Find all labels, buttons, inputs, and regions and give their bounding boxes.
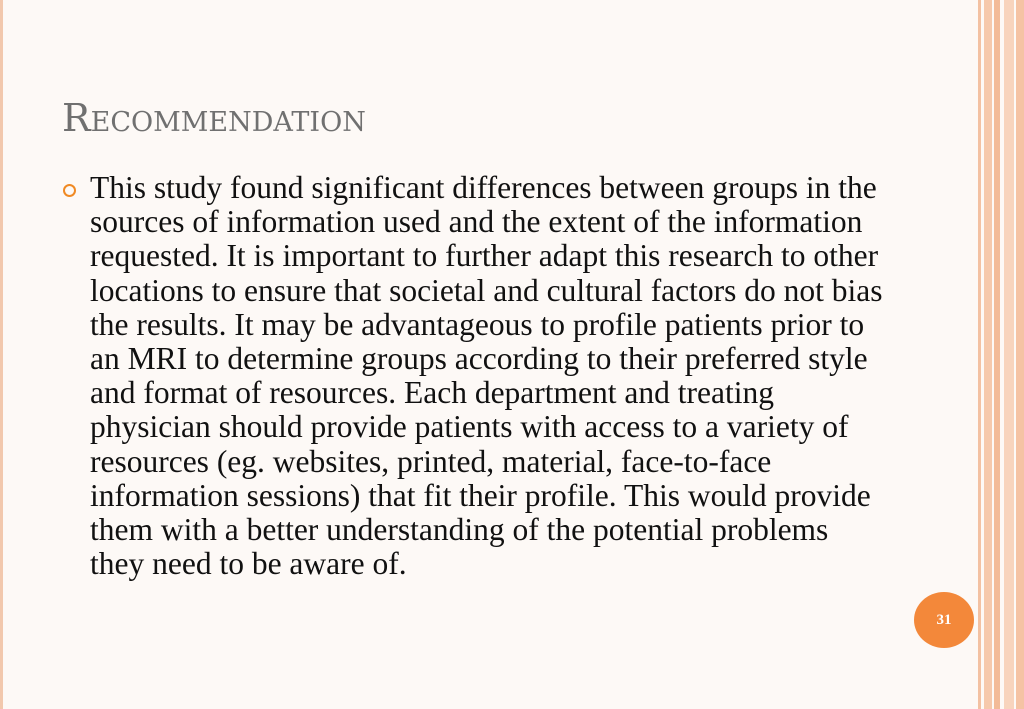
page-number-badge: 31	[914, 592, 974, 648]
bullet-item	[60, 171, 890, 581]
decorative-stripe	[1004, 0, 1014, 709]
bullet-text: This study found significant differences between groups in the sources of information used and the extent of the information requested. It is important to further adapt this research to other locations to ensure that societal and cultural factors do not bias the results. It may be advantageous to profile patients prior to an MRI to determine groups according to their preferred style and format of resources. Each department and treating physician should provide patients with access to a variety of resources (eg. websites, printed, material, face-to-face information sessions) that fit their profile. This would provide them with a better understanding of the potential problems they need to be aware of.	[90, 170, 883, 582]
left-border-rule	[0, 0, 3, 709]
slide-title: Recommendation	[62, 96, 366, 140]
bullet-ring-icon	[63, 184, 76, 197]
decorative-stripe	[984, 0, 992, 709]
decorative-stripe	[994, 0, 1000, 709]
decorative-stripe	[1016, 0, 1024, 709]
decorative-stripe	[978, 0, 981, 709]
